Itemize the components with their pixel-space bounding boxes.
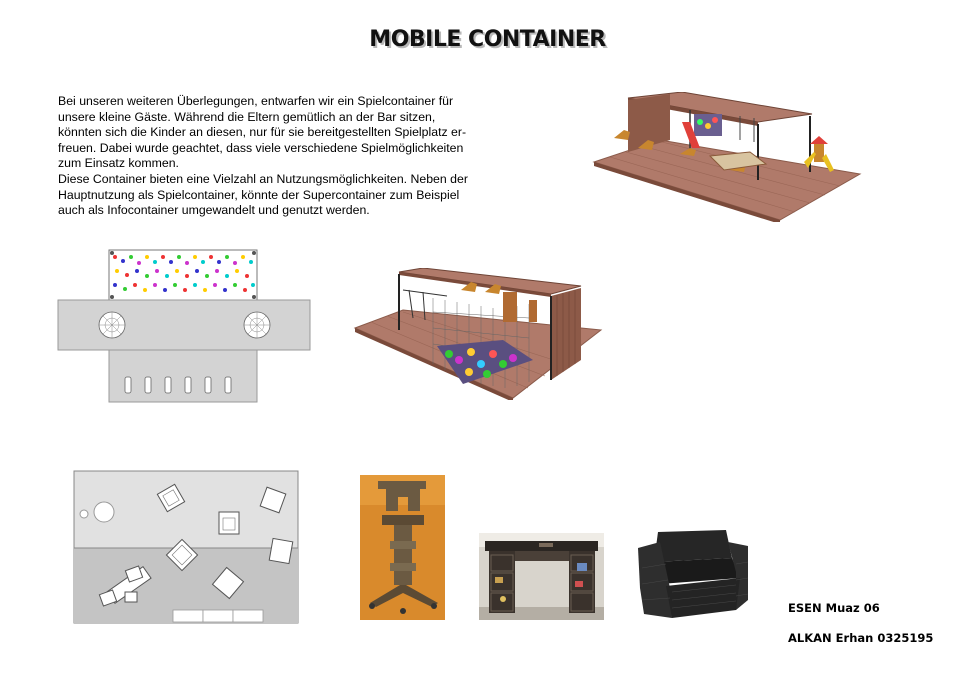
description-line: Hauptnutzung als Spielcontainer, könnte der Supercontainer zum Beispiel: [58, 187, 460, 202]
description-text: [58, 94, 508, 219]
author-1: ESEN Muaz 06: [788, 601, 880, 615]
description-line: zum Einsatz kommen.: [58, 156, 179, 171]
description-line: Bei unseren weiteren Überlegungen, entwarfen wir ein Spielcontainer für: [58, 94, 454, 108]
description-line: unsere kleine Gäste. Während die Eltern gemütlich an der Bar sitzen,: [58, 109, 436, 124]
floor-plan-playground: [57, 249, 311, 404]
photo-desk: [479, 533, 604, 620]
photo-wooden-chair: [360, 475, 445, 620]
page-title: MOBILE CONTAINER: [369, 27, 606, 52]
description-line: Diese Container bieten eine Vielzahl an Nutzungsmöglichkeiten. Neben der: [58, 171, 468, 186]
render-container-swings: [353, 268, 603, 400]
description-line: könnten sich die Kinder an diesen, nur für sie bereitgestellten Spielplatz er-: [58, 125, 467, 140]
photo-rattan-armchair: [636, 528, 752, 620]
description-line: freuen. Dabei wurde geachtet, dass viele verschiedene Spielmöglichkeiten: [58, 140, 464, 155]
description-line: auch als Infocontainer umgewandelt und genutzt werden.: [58, 203, 370, 218]
floor-plan-lounge: [73, 470, 299, 624]
author-2: ALKAN Erhan 0325195: [788, 631, 934, 645]
render-container-playground: [590, 92, 862, 222]
